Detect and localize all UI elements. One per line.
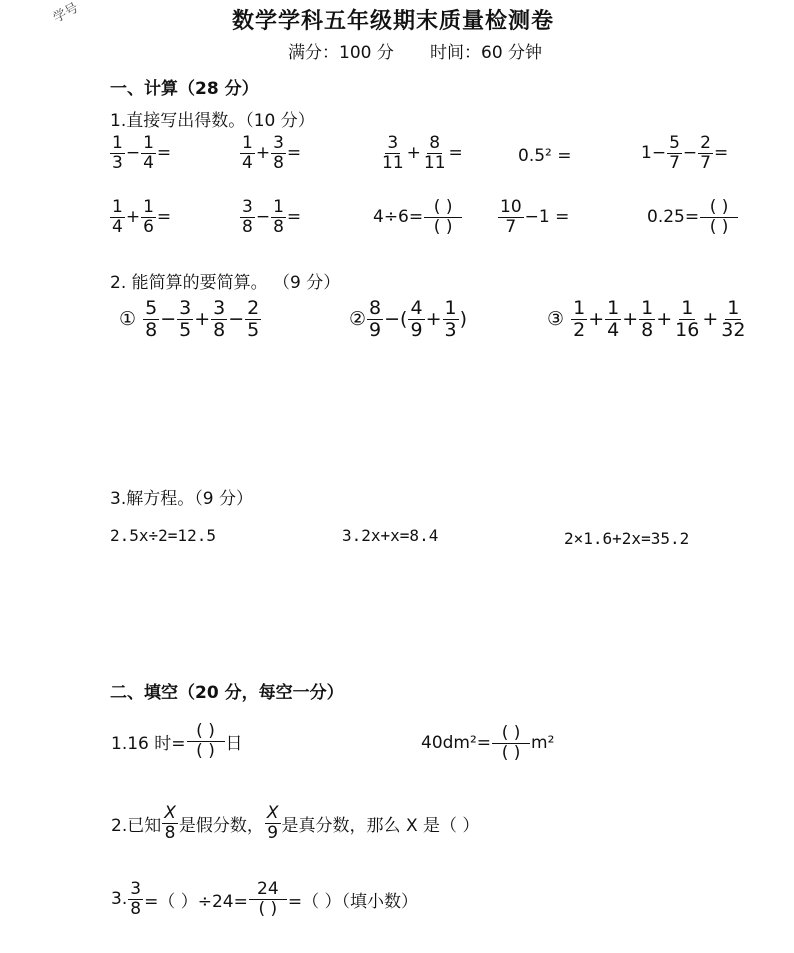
corner-mark: 学号 — [50, 0, 81, 26]
simplify-expr-1: ① $\frac{5}{8}$ − $\frac{3}{5}$ + $\frac{3}{8}$ − $\frac{2}{5}$ — [119, 297, 260, 341]
calc-item: 0.25= $\frac{( )}{( )}$ — [646, 198, 738, 236]
equation-3: 2×1.6+2x=35.2 — [564, 529, 690, 548]
calc-item: 1− $\frac{5}{7}$ − $\frac{2}{7}$ = — [641, 133, 729, 173]
q2-heading: 2. 能简算的要简算。 （9 分） — [110, 273, 341, 293]
calc-item: 0.5² = — [518, 146, 572, 166]
simplify-expr-3: ③ $\frac{1}{2}$ + $\frac{1}{4}$ + $\frac{1}{8}$ + $\frac{1}{16}$ + $\frac{1}{32}$ — [547, 297, 746, 341]
fill-in-2: 2.已知 $\frac{X}{8}$ 是假分数， $\frac{X}{9}$ 是真分数，那么 X 是（ ） — [111, 803, 480, 843]
calc-item: $\frac{1}{4}$ + $\frac{1}{6}$ = — [112, 197, 172, 237]
calc-item: $\frac{10}{7}$ −1 = — [500, 197, 570, 237]
calc-item: $\frac{3}{11}$ + $\frac{8}{11}$ = — [382, 133, 463, 173]
calc-item: $\frac{1}{3}$ − $\frac{1}{4}$ = — [112, 133, 172, 173]
full-score: 满分：100 分 — [288, 43, 394, 63]
equation-2: 3.2x+x=8.4 — [342, 526, 439, 545]
calc-item: $\frac{1}{4}$ + $\frac{3}{8}$ = — [242, 133, 302, 173]
simplify-expr-2: ② $\frac{8}{9}$ −( $\frac{4}{9}$ + $\frac{1}{3}$ ) — [349, 297, 468, 341]
section-1-heading: 一、计算（28 分） — [110, 79, 259, 99]
fill-in-3: 3. $\frac{3}{8}$ =（ ）÷24= $\frac{24}{( )}$ =（ ）（填小数） — [111, 879, 418, 919]
q3-heading: 3.解方程。（9 分） — [110, 489, 253, 509]
exam-title: 数学学科五年级期末质量检测卷 — [232, 9, 555, 34]
calc-item: $\frac{3}{8}$ − $\frac{1}{8}$ = — [242, 197, 302, 237]
fill-in-1b: 40dm²= $\frac{( )}{( )}$ m² — [421, 723, 555, 763]
section-2-heading: 二、填空（20 分，每空一分） — [110, 683, 344, 703]
equation-1: 2.5x÷2=12.5 — [110, 526, 216, 545]
fill-in-1a: 1.16 时= $\frac{( )}{( )}$ 日 — [111, 721, 243, 761]
q1-heading: 1.直接写出得数。（10 分） — [110, 111, 315, 131]
calc-item: 4÷6= $\frac{( )}{( )}$ — [372, 198, 462, 236]
exam-time: 时间：60 分钟 — [430, 43, 543, 63]
